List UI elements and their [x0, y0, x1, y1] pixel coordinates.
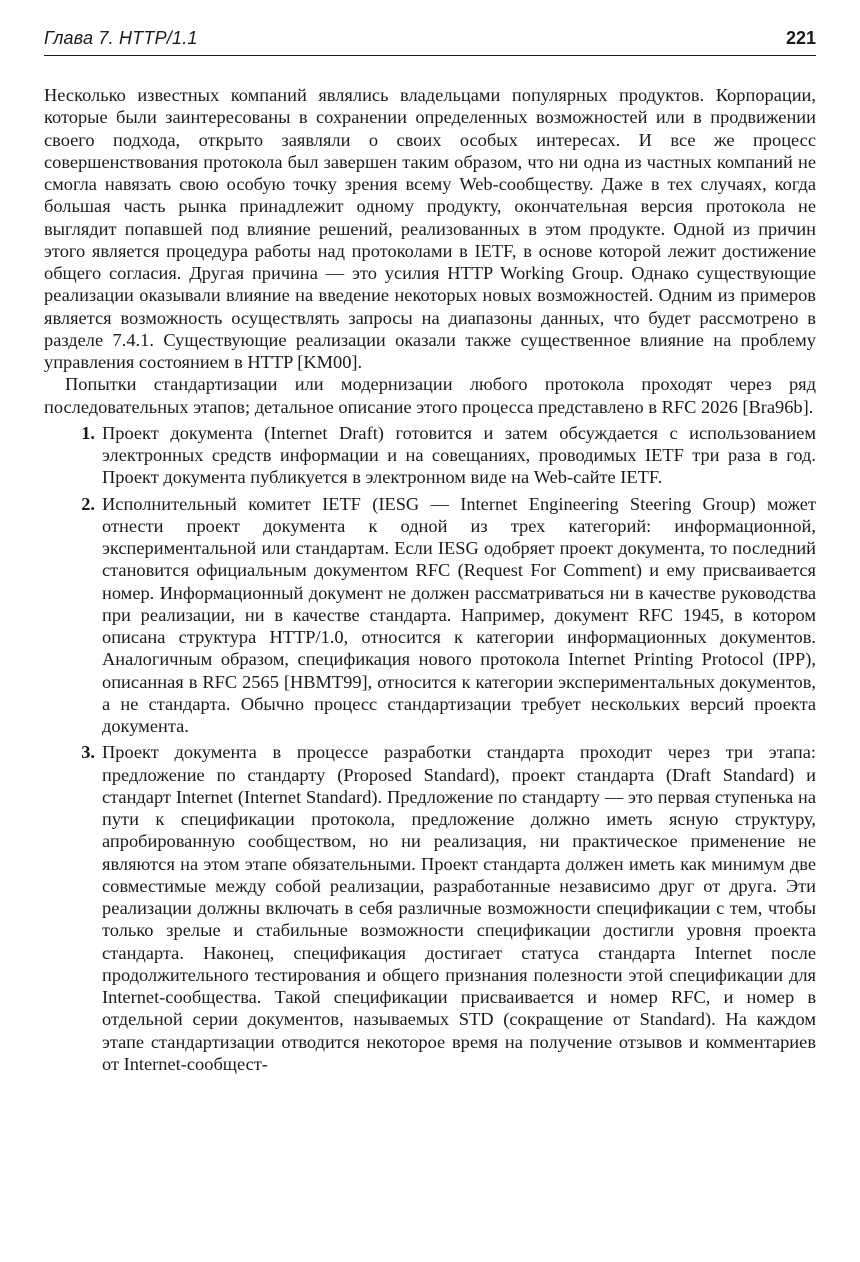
paragraph-companies: Несколько известных компаний являлись владельцами популярных продуктов. Корпорации, которые были заинтересованы в сохранении определенных возможностей или в продвижении своего подхода, открыто заявляли о своих особых интересах. И все же процесс совершенствования протокола был завершен таким образом, что ни одна из частных компаний не смогла навязать свою особую точку зрения всему Web-сообществу. Даже в тех случаях, когда большая часть рынка принадлежит одному продукту, окончательная версия протокола не выглядит попавшей под влияние решений, реализованных в этом продукте. Одной из причин этого является процедура работы над протоколами в IETF, в основе которой лежит достижение общего согласия. Другая причина — это усилия HTTP Working Group. Однако существующие реализации оказывали влияние на введение некоторых новых возможностей. Одним из примеров является возможность осуществлять запросы на диапазоны данных, что будет рассмотрено в разделе 7.4.1. Существующие реализации оказали также существенное влияние на проблему управления состоянием в HTTP [KM00].	[44, 85, 816, 372]
chapter-title: Глава 7. HTTP/1.1	[44, 28, 198, 48]
standardization-steps-list	[44, 422, 816, 1075]
step-number: 2.	[81, 493, 95, 514]
running-header	[44, 28, 816, 56]
list-item	[44, 422, 816, 489]
list-item	[44, 741, 816, 1075]
page-number: 221	[785, 28, 816, 48]
step-text: Проект документа (Internet Draft) готовится и затем обсуждается с использованием электронных средств информации и на совещаниях, проводимых IETF три раза в год. Проект документа публикуется в электронном виде на Web-сайте IETF.	[102, 422, 816, 488]
paragraph-standardization: Попытки стандартизации или модернизации любого протокола проходят через ряд последовательных этапов; детальное описание этого процесса представлено в RFC 2026 [Bra96b].	[44, 374, 816, 417]
step-text: Исполнительный комитет IETF (IESG — Internet Engineering Steering Group) может отнести проект документа к одной из трех категорий: информационной, экспериментальной или стандартам. Если IESG одобряет проект документа, то последний становится официальным документом RFC (Request For Comment) и ему присваивается номер. Информационный документ не должен рассматриваться ни в качестве руководства при реализации, ни в качестве стандарта. Например, документ RFC 1945, в котором описана структура HTTP/1.0, относится к категории информационных документов. Аналогичным образом, спецификация нового протокола Internet Printing Protocol (IPP), описанная в RFC 2565 [HBMT99], относится к категории экспериментальных документов, а не стандарта. Обычно процесс стандартизации требует нескольких версий проекта документа.	[102, 493, 816, 736]
list-item	[44, 493, 816, 738]
book-page	[44, 28, 816, 1079]
step-number: 1.	[81, 422, 95, 443]
main-text	[44, 84, 816, 1075]
step-text: Проект документа в процессе разработки стандарта проходит через три этапа: предложение по стандарту (Proposed Standard), проект стандарта (Draft Standard) и стандарт Internet (Internet Standard). Предложение по стандарту — это первая ступенька на пути к спецификации протокола, предложение должно иметь ясную структуру, апробированную сообществом, но ни реализация, ни практическое применение не являются на этом этапе обязательными. Проект стандарта должен иметь как минимум две совместимые между собой реализации, разработанные независимо друг от друга. Эти реализации должны включать в себя различные возможности спецификации с тем, чтобы только зрелые и стабильные возможности спецификации достигли уровня проекта стандарта. Наконец, спецификация достигает статуса стандарта Internet после продолжительного тестирования и общего признания полезности этой спецификации для Internet-сообщества. Такой спецификации присваивается и номер RFC, и номер в отдельной серии документов, называемых STD (сокращение от Standard). На каждом этапе стандартизации отводится некоторое время на получение отзывов и комментариев от Internet-сообщест-	[102, 742, 816, 1074]
step-number: 3.	[81, 742, 95, 763]
